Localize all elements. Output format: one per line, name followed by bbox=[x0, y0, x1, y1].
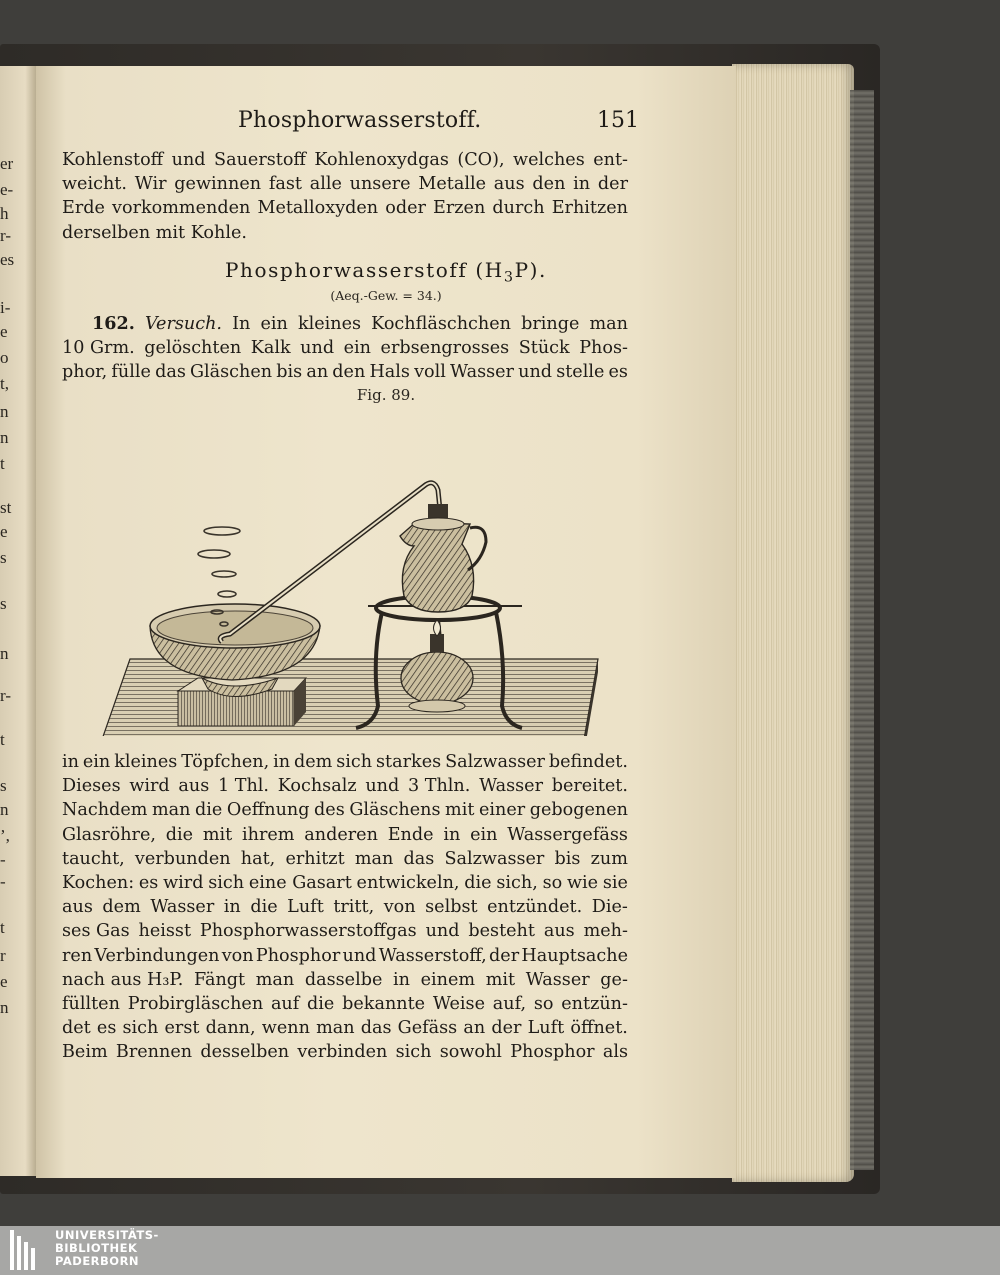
word: kleines bbox=[114, 752, 178, 772]
word: Kohlenstoff bbox=[62, 150, 164, 170]
word: zum bbox=[590, 848, 628, 869]
word: und bbox=[300, 338, 335, 359]
left-page-fragment: s bbox=[0, 594, 7, 613]
text-line bbox=[62, 148, 628, 172]
text-line bbox=[62, 336, 628, 360]
word: Erhitzen bbox=[551, 198, 628, 219]
word: bereitet. bbox=[551, 776, 628, 797]
word: Ende bbox=[387, 824, 434, 845]
word: Dieses bbox=[62, 776, 121, 797]
text-line bbox=[62, 312, 628, 336]
word: In bbox=[232, 314, 251, 334]
left-page-fragment: r bbox=[0, 946, 6, 965]
text-line bbox=[62, 823, 628, 847]
left-page-fragment: r- bbox=[0, 686, 11, 705]
left-page-fragment: o bbox=[0, 348, 9, 367]
word: es bbox=[608, 362, 628, 383]
left-page-fragment: e bbox=[0, 522, 8, 541]
word: Phos- bbox=[579, 338, 628, 359]
word: durch bbox=[492, 198, 545, 219]
word: verbunden bbox=[134, 848, 231, 869]
left-page-fragment: st bbox=[0, 498, 12, 517]
text-line bbox=[62, 992, 628, 1016]
left-page-fragment: ’, bbox=[0, 826, 10, 845]
word: verbinden bbox=[297, 1042, 388, 1063]
word: fülle bbox=[111, 362, 151, 383]
word: Brennen bbox=[115, 1042, 193, 1063]
running-title: Phosphorwasserstoff. bbox=[238, 108, 482, 133]
left-page-fragment: - bbox=[0, 850, 6, 869]
left-page-fragment: - bbox=[0, 872, 6, 891]
word: dem bbox=[102, 897, 141, 918]
word: anderen bbox=[304, 824, 378, 845]
word: entzün- bbox=[561, 994, 628, 1015]
word: bringe bbox=[521, 314, 580, 334]
word: meh- bbox=[583, 921, 628, 942]
word: stelle bbox=[556, 362, 605, 383]
word: es bbox=[96, 1018, 117, 1039]
word: und bbox=[425, 921, 460, 942]
word: aus bbox=[493, 174, 525, 195]
text-line bbox=[62, 1040, 628, 1064]
left-page-edge bbox=[0, 66, 36, 1176]
word: Sauerstoff bbox=[214, 150, 306, 170]
word: die bbox=[307, 994, 335, 1015]
word: Wasser bbox=[525, 969, 590, 990]
word: bekannte bbox=[342, 994, 426, 1015]
word: det bbox=[62, 1018, 91, 1039]
word: Wasser bbox=[450, 362, 514, 383]
word: Wasserstoff, bbox=[378, 945, 487, 966]
word: ein bbox=[82, 752, 111, 772]
section-heading: Phosphorwasserstoff $(H_3P)$. bbox=[224, 258, 548, 286]
word: den bbox=[532, 174, 566, 195]
left-page-fragment: es bbox=[0, 250, 15, 269]
word: Weise bbox=[432, 994, 486, 1015]
book-page bbox=[36, 66, 736, 1178]
word: einem bbox=[420, 969, 476, 990]
word: Wassergefäss bbox=[507, 824, 628, 845]
word: dem bbox=[293, 752, 333, 772]
word: sich bbox=[208, 873, 245, 894]
word: sich, bbox=[496, 873, 538, 894]
word: man bbox=[316, 1018, 355, 1039]
word: Gläschen bbox=[189, 362, 273, 383]
word: Phosphor bbox=[510, 1042, 595, 1063]
word: Kochen: bbox=[62, 873, 135, 894]
experiment-label: Versuch. bbox=[144, 314, 223, 334]
word: besteht bbox=[468, 921, 535, 942]
word: und bbox=[365, 776, 400, 797]
word: Kochsalz bbox=[277, 776, 357, 797]
word: in bbox=[393, 969, 410, 990]
word: es bbox=[138, 873, 159, 894]
word: fast bbox=[268, 174, 302, 195]
word: und bbox=[342, 945, 377, 966]
left-page-fragment: n bbox=[0, 644, 9, 663]
word: tritt, bbox=[333, 897, 375, 918]
word: mit bbox=[485, 969, 516, 990]
page-number: 151 bbox=[597, 108, 639, 133]
word: eine Gasart bbox=[248, 873, 352, 894]
equivalent-weight: (Aeq.-Gew. = 34.) bbox=[330, 288, 442, 303]
text-line bbox=[62, 895, 628, 919]
word: ein bbox=[260, 314, 288, 334]
word: Gläschens bbox=[349, 800, 441, 821]
word: hat, bbox=[240, 848, 276, 869]
left-page-fragment: e bbox=[0, 322, 8, 341]
word: und bbox=[518, 362, 553, 383]
left-page-fragment: n bbox=[0, 402, 9, 421]
left-page-fragment: e bbox=[0, 972, 8, 991]
word: nach aus H₃P. bbox=[62, 969, 184, 990]
word: von bbox=[221, 945, 254, 966]
word: Oeffnung bbox=[226, 800, 310, 821]
word: kleines bbox=[297, 314, 362, 334]
word: auf bbox=[270, 994, 300, 1015]
boiling-flask bbox=[400, 504, 486, 612]
word: der bbox=[489, 945, 520, 966]
word: Salzwasser bbox=[444, 848, 545, 869]
word: mit bbox=[202, 824, 233, 845]
word: auf, bbox=[492, 994, 527, 1015]
text-line bbox=[62, 968, 628, 992]
word: 1 Thl. bbox=[217, 776, 270, 797]
text-line bbox=[62, 750, 628, 774]
left-page-fragment: er bbox=[0, 154, 14, 173]
word: sich bbox=[122, 1018, 159, 1039]
left-page-fragment: t bbox=[0, 454, 5, 473]
word: Metalle bbox=[418, 174, 486, 195]
text-line bbox=[62, 172, 628, 196]
figure-89-illustration bbox=[82, 406, 612, 736]
word: in bbox=[273, 752, 291, 772]
word: man bbox=[354, 848, 394, 869]
left-page-fragment: e- bbox=[0, 180, 14, 199]
word: Glasröhre, bbox=[62, 824, 156, 845]
word: aus bbox=[543, 921, 575, 942]
text-line bbox=[62, 798, 628, 822]
page-edges bbox=[732, 64, 854, 1182]
left-page-fragment: t bbox=[0, 918, 5, 937]
experiment-paragraph bbox=[62, 312, 628, 385]
word: 10 Grm. bbox=[62, 338, 135, 359]
text-line bbox=[62, 944, 628, 968]
word: voll bbox=[414, 362, 446, 383]
cover-spine bbox=[850, 90, 874, 1170]
word: bis bbox=[554, 848, 581, 869]
word: Wir bbox=[134, 174, 167, 195]
word: Stück bbox=[518, 338, 570, 359]
word: entwickeln, bbox=[356, 873, 460, 894]
word: phor, bbox=[62, 362, 108, 383]
left-page-fragment: n bbox=[0, 998, 9, 1017]
word: bis bbox=[276, 362, 303, 383]
word: dann, bbox=[205, 1018, 256, 1039]
word: Kochfläschchen bbox=[371, 314, 511, 334]
word: Gefäss bbox=[397, 1018, 458, 1039]
text-line bbox=[62, 1016, 628, 1040]
word: das bbox=[155, 362, 186, 383]
word: Luft bbox=[287, 897, 324, 918]
left-page-fragment: t bbox=[0, 730, 5, 749]
word: die bbox=[250, 897, 278, 918]
library-footer bbox=[0, 1226, 1000, 1275]
word: Probirgläschen bbox=[127, 994, 264, 1015]
word: gebogenen bbox=[529, 800, 628, 821]
word: die bbox=[464, 873, 492, 894]
word: Erde bbox=[62, 198, 105, 219]
word: ein bbox=[343, 338, 372, 359]
word: sich bbox=[336, 752, 373, 772]
word: Hals bbox=[369, 362, 410, 383]
figure-caption: Fig. 89. bbox=[356, 386, 416, 404]
text-line bbox=[62, 196, 628, 220]
word: die bbox=[165, 824, 194, 845]
word: entzündet. bbox=[487, 897, 583, 918]
word: Metalloxyden bbox=[257, 198, 379, 219]
left-page-fragment: r- bbox=[0, 226, 11, 245]
word: Luft bbox=[527, 1018, 565, 1039]
word: Kohlenoxydgas bbox=[314, 150, 449, 170]
word: unsere bbox=[349, 174, 411, 195]
left-page-fragment: s bbox=[0, 548, 7, 567]
word: ses Gas bbox=[62, 921, 130, 942]
word: füllten bbox=[62, 994, 120, 1015]
word: desselben bbox=[200, 1042, 290, 1063]
word: welches bbox=[513, 150, 585, 170]
word: Töpfchen, bbox=[181, 752, 270, 772]
word: ent- bbox=[593, 150, 628, 170]
intro-paragraph bbox=[62, 148, 628, 245]
left-page-fragment: t, bbox=[0, 374, 9, 393]
word: starkes bbox=[376, 752, 442, 772]
text-line bbox=[62, 871, 628, 895]
word: dasselbe bbox=[304, 969, 383, 990]
word: selbst bbox=[425, 897, 478, 918]
main-paragraph bbox=[62, 750, 628, 1065]
word: von bbox=[383, 897, 416, 918]
word: ge- bbox=[600, 969, 628, 990]
word: der bbox=[597, 174, 628, 195]
word: heisst bbox=[138, 921, 192, 942]
word: öffnet. bbox=[570, 1018, 628, 1039]
word: Wasser bbox=[150, 897, 215, 918]
text-line bbox=[62, 360, 628, 384]
word: wenn bbox=[261, 1018, 310, 1039]
word: ein bbox=[470, 824, 498, 845]
page-header bbox=[36, 108, 736, 138]
text-line bbox=[62, 774, 628, 798]
word: erst bbox=[164, 1018, 200, 1039]
text-line bbox=[62, 919, 628, 943]
word: Beim bbox=[62, 1042, 108, 1063]
word: die bbox=[195, 800, 223, 821]
word: ren bbox=[62, 945, 93, 966]
word: Hauptsache bbox=[521, 945, 628, 966]
word: das bbox=[360, 1018, 392, 1039]
word: sich bbox=[395, 1042, 432, 1063]
wooden-board bbox=[90, 659, 598, 736]
word: und bbox=[171, 150, 206, 170]
support-block bbox=[178, 678, 306, 726]
word: des bbox=[314, 800, 345, 821]
word: 3 Thln. bbox=[407, 776, 471, 797]
word: in bbox=[573, 174, 591, 195]
word: Fängt bbox=[193, 969, 246, 990]
word: man bbox=[255, 969, 295, 990]
left-page-fragment: n bbox=[0, 428, 9, 447]
word: aus bbox=[62, 897, 93, 918]
text-line bbox=[62, 847, 628, 871]
word: Die- bbox=[591, 897, 628, 918]
word: an bbox=[463, 1018, 486, 1039]
word: erhitzt bbox=[285, 848, 345, 869]
word: sowohl bbox=[439, 1042, 502, 1063]
library-name: UNIVERSITÄTS- BIBLIOTHEK PADERBORN bbox=[55, 1228, 159, 1268]
word: Salzwasser bbox=[445, 752, 545, 772]
word: erbsengrosses bbox=[380, 338, 510, 359]
word: derselben mit Kohle. bbox=[62, 222, 247, 243]
word: man bbox=[151, 800, 191, 821]
word: taucht, bbox=[62, 848, 125, 869]
text-line bbox=[62, 221, 628, 245]
word: als bbox=[602, 1042, 628, 1063]
word: Erzen bbox=[433, 198, 486, 219]
word: vorkommenden bbox=[112, 198, 251, 219]
word: Kalk bbox=[250, 338, 291, 359]
word: in bbox=[223, 897, 241, 918]
left-page-fragment: h bbox=[0, 204, 9, 223]
word: einer bbox=[478, 800, 526, 821]
word: Nachdem bbox=[62, 800, 148, 821]
word: Verbindungen bbox=[94, 945, 220, 966]
left-page-fragment: s bbox=[0, 776, 7, 795]
experiment-number: 162. bbox=[92, 313, 135, 334]
left-page-fragment: i- bbox=[0, 298, 11, 317]
word: gewinnen bbox=[174, 174, 262, 195]
word: gelöschten bbox=[144, 338, 242, 359]
word: mit bbox=[445, 800, 475, 821]
word: wie bbox=[566, 873, 599, 894]
word: man bbox=[589, 314, 628, 334]
word: Phosphor bbox=[255, 945, 341, 966]
word: weicht. bbox=[62, 174, 127, 195]
word: oder bbox=[385, 198, 426, 219]
word: wird bbox=[129, 776, 170, 797]
word: den bbox=[332, 362, 366, 383]
word: in bbox=[62, 752, 79, 772]
word: in bbox=[443, 824, 461, 845]
word: an bbox=[306, 362, 329, 383]
word: das bbox=[403, 848, 435, 869]
library-logo-icon bbox=[10, 1230, 40, 1270]
left-page-fragment: n bbox=[0, 800, 9, 819]
word: alle bbox=[309, 174, 342, 195]
word: wird bbox=[163, 873, 204, 894]
word: der bbox=[491, 1018, 522, 1039]
word: Wasser bbox=[479, 776, 543, 797]
word: befindet. bbox=[548, 752, 628, 772]
word: (CO), bbox=[457, 150, 505, 170]
word: aus bbox=[178, 776, 210, 797]
word: so bbox=[542, 873, 563, 894]
word: so bbox=[533, 994, 554, 1015]
word: ihrem bbox=[242, 824, 295, 845]
word: Phosphorwasserstoffgas bbox=[199, 921, 417, 942]
word: sie bbox=[602, 873, 628, 894]
